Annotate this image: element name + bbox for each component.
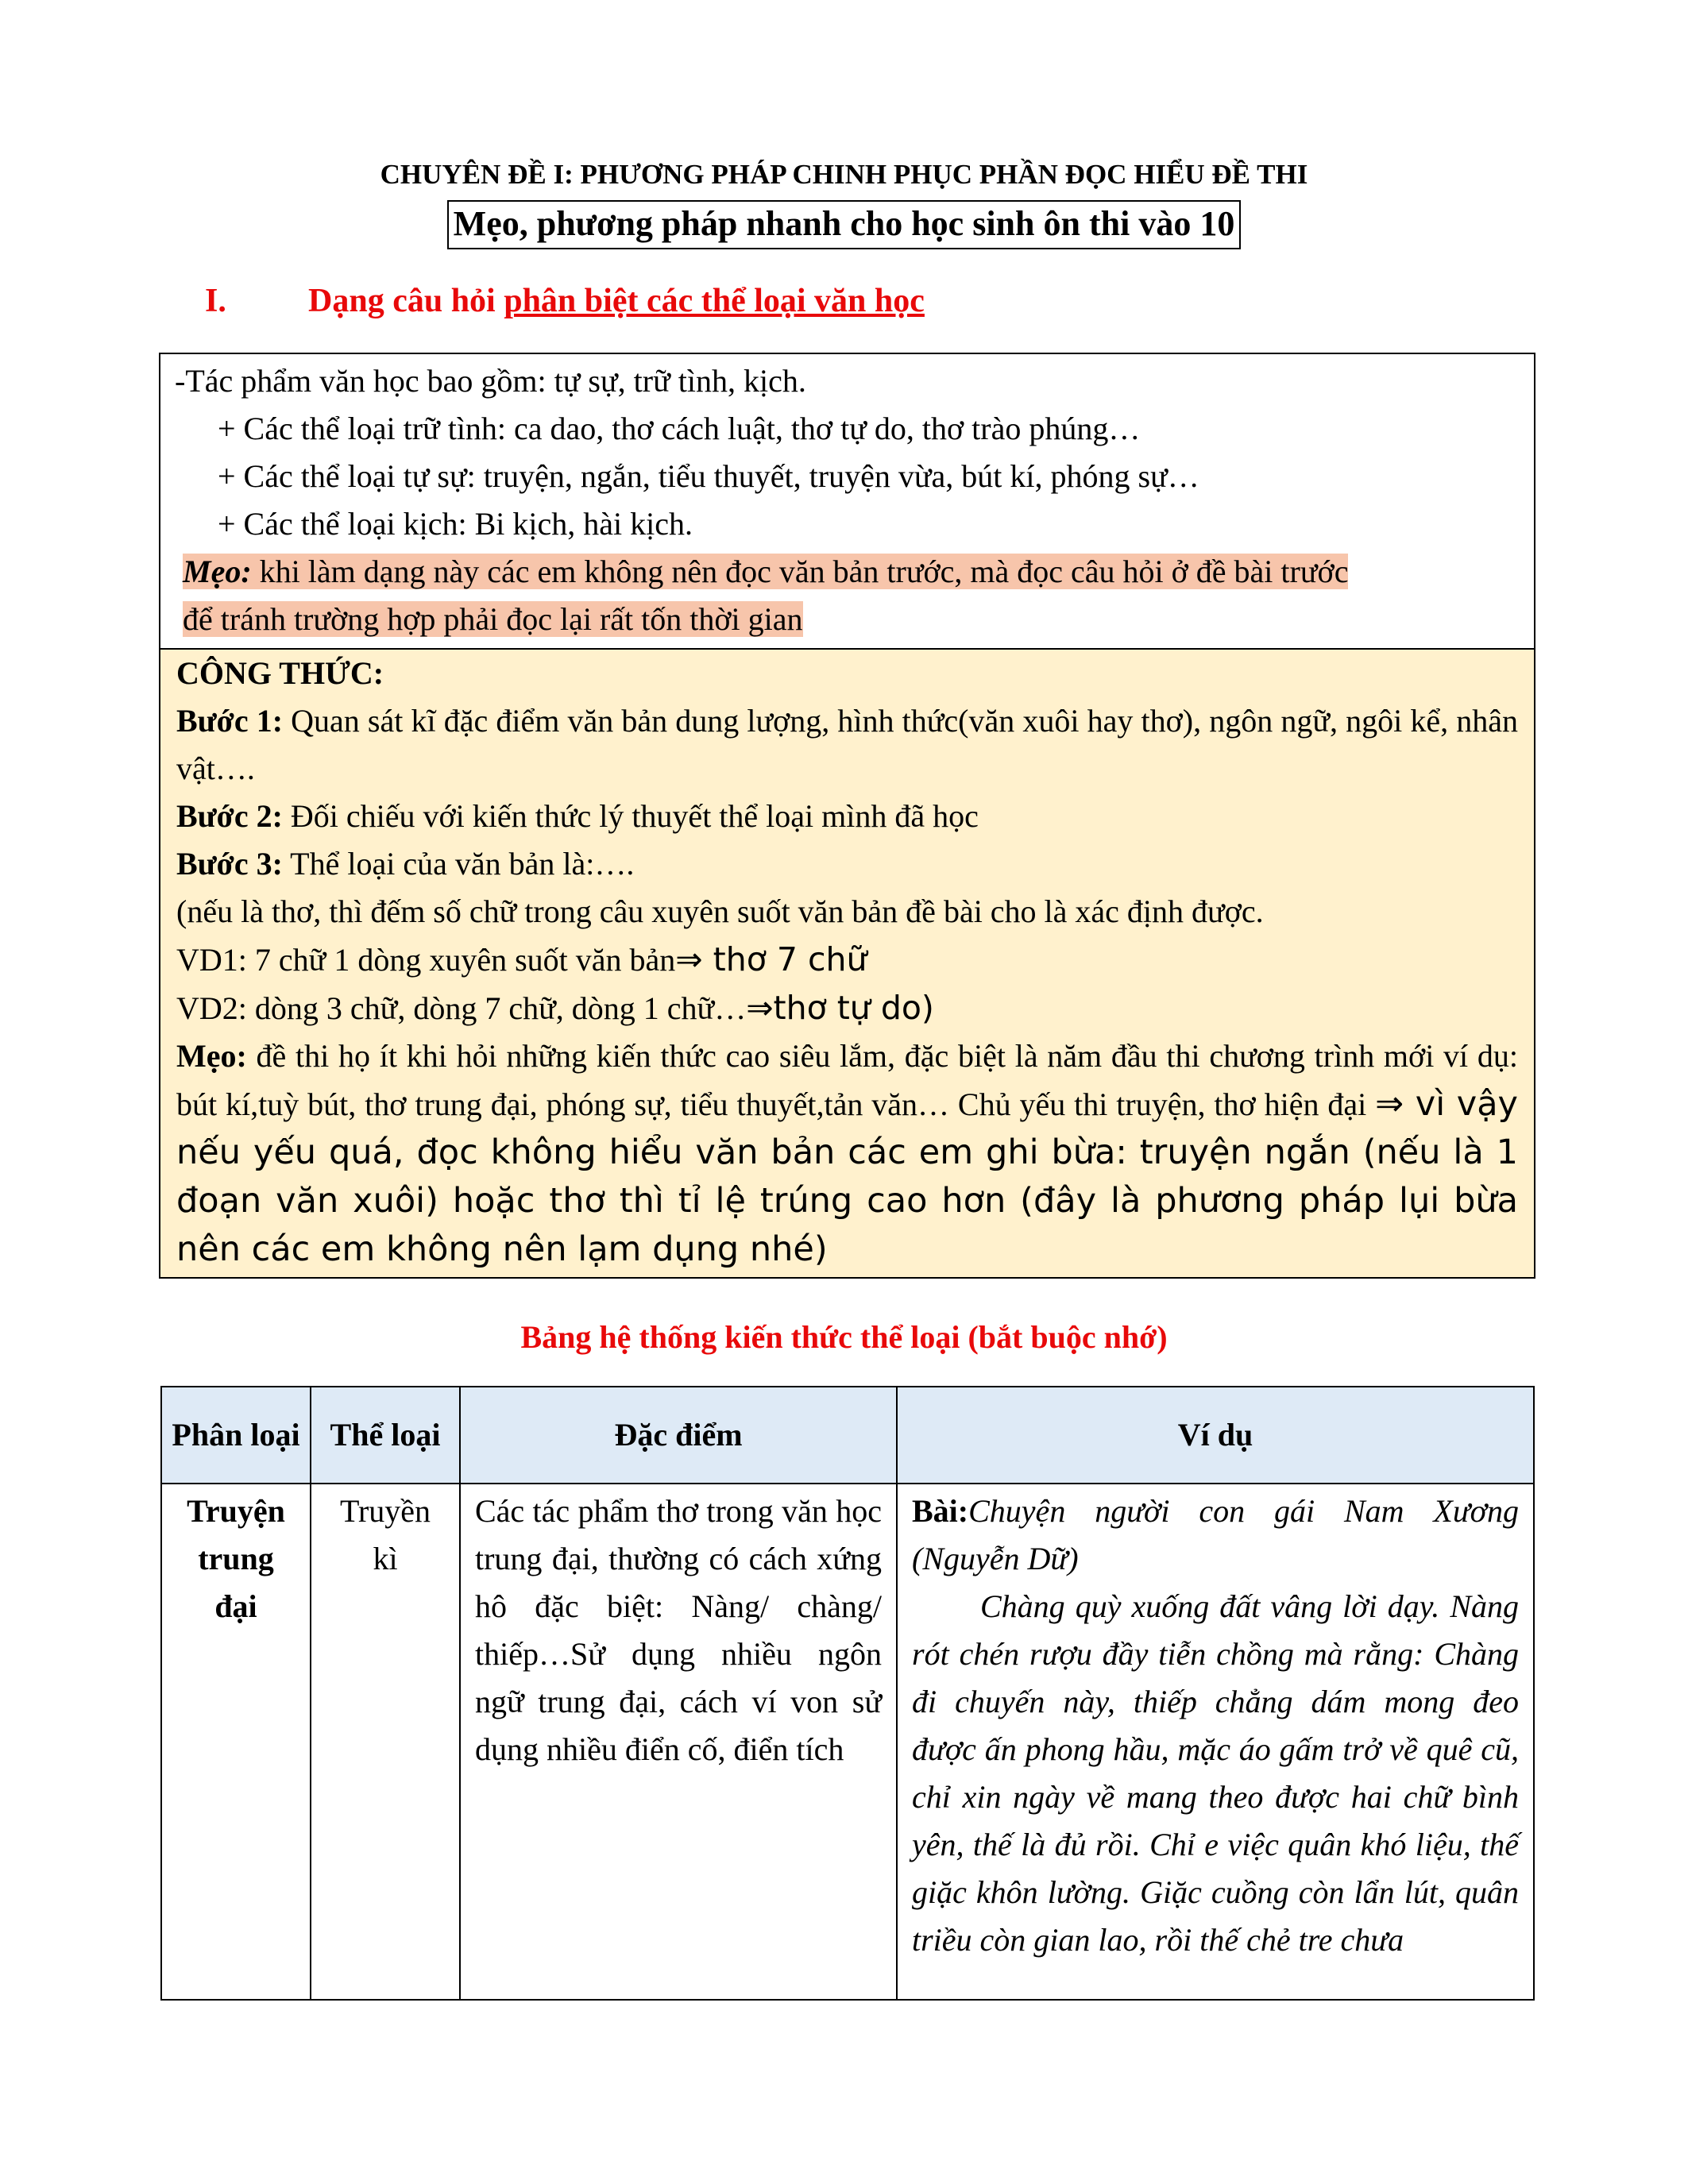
section-heading bbox=[205, 282, 925, 320]
tip-2-highlight: ⇒ vì vậy nếu yếu quá, đọc không hiểu văn bản các em ghi bừa: truyện ngắn (nếu là 1 đoạn văn xuôi) hoặc thơ thì tỉ lệ trúng cao hơn (đây là phương pháp lụi bừa nên các em không nên lạm dụng nhé) bbox=[176, 1084, 1518, 1269]
example-text: Chàng quỳ xuống đất vâng lời dạy. Nàng rót chén rượu đầy tiễn chồng mà rằng: Chàng đi chuyến này, thiếp chẳng dám mong đeo được ấn phong hầu, mặc áo gấm trở về quê cũ, chỉ xin ngày về mang theo được hai chữ bình yên, thế là đủ rồi. Chỉ e việc quân khó liệu, thế giặc khôn lường. Giặc cuồng còn lẩn lút, quân triều còn gian lao, rồi thế chẻ tre chưa bbox=[912, 1588, 1519, 1958]
step-2-label: Bước 2: bbox=[176, 798, 283, 834]
section-heading-underlined: phân biệt các thể loại văn học bbox=[504, 283, 925, 319]
step-1-text: Quan sát kĩ đặc điểm văn bản dung lượng, hình thức(văn xuôi hay thơ), ngôn ngữ, ngôi kể, nhân vật…. bbox=[176, 703, 1518, 786]
step-2 bbox=[176, 793, 1518, 840]
table-title: Bảng hệ thống kiến thức thể loại (bắt buộc nhớ) bbox=[520, 1319, 1168, 1355]
header-genre: Thể loại bbox=[311, 1387, 460, 1484]
tip-2 bbox=[176, 1032, 1518, 1274]
example-2-result: ⇒thơ tự do) bbox=[746, 989, 934, 1027]
step-3-text: Thể loại của văn bản là:…. bbox=[282, 846, 635, 882]
section-number: I. bbox=[205, 283, 226, 319]
note: (nếu là thơ, thì đếm số chữ trong câu xuyên suốt văn bản đề bài cho là xác định được. bbox=[176, 893, 1264, 929]
example-1-result: ⇒ thơ 7 chữ bbox=[675, 940, 867, 978]
step-3 bbox=[176, 840, 1518, 888]
table-header-row bbox=[161, 1387, 1534, 1484]
section-heading-prefix: Dạng câu hỏi bbox=[308, 283, 504, 319]
example-1-text: VD1: 7 chữ 1 dòng xuyên suốt văn bản bbox=[176, 942, 676, 978]
subtitle-wrapper bbox=[0, 200, 1688, 249]
tip-label: Mẹo: bbox=[183, 554, 252, 589]
tip-text-1: khi làm dạng này các em không nên đọc văn bản trước, mà đọc câu hỏi ở đề bài trước bbox=[251, 554, 1349, 589]
tip-text-2: để tránh trường hợp phải đọc lại rất tốn thời gian bbox=[183, 601, 803, 637]
tip-2-text: đề thi họ ít khi hỏi những kiến thức cao siêu lắm, đặc biệt là năm đầu thi chương trình mới ví dụ: bút kí,tuỳ bút, thơ trung đại, phóng sự, tiểu thuyết,tản văn… Chủ yếu thi truyện, thơ hiện đại bbox=[176, 1038, 1518, 1122]
genre-intro: -Tác phẩm văn học bao gồm: tự sự, trữ tình, kịch. bbox=[175, 363, 806, 399]
header-example: Ví dụ bbox=[897, 1387, 1534, 1484]
tip-line-1 bbox=[175, 548, 1520, 596]
example-2-text: VD2: dòng 3 chữ, dòng 7 chữ, dòng 1 chữ… bbox=[176, 990, 747, 1026]
formula-section bbox=[160, 648, 1534, 1277]
genre-info-box bbox=[159, 353, 1535, 1279]
step-1 bbox=[176, 697, 1518, 793]
genre-item-narrative: + Các thể loại tự sự: truyện, ngắn, tiểu thuyết, truyện vừa, bút kí, phóng sự… bbox=[218, 458, 1199, 494]
cell-features: Các tác phẩm thơ trong văn học trung đại, thường có cách xứng hô đặc biệt: Nàng/ chàng/ thiếp…Sử dụng nhiều ngôn ngữ trung đại, cách ví von sử dụng nhiều điển cố, điển tích bbox=[460, 1484, 897, 2000]
step-1-label: Bước 1: bbox=[176, 703, 284, 739]
tip-line-2 bbox=[175, 596, 1520, 643]
header-category: Phân loại bbox=[161, 1387, 311, 1484]
cell-example bbox=[897, 1484, 1534, 2000]
example-2 bbox=[176, 984, 1518, 1032]
step-2-text: Đối chiếu với kiến thức lý thuyết thể loại mình đã học bbox=[282, 798, 979, 834]
cell-genre: Truyền kì bbox=[311, 1484, 460, 2000]
genre-list-section bbox=[160, 354, 1534, 648]
formula-title: CÔNG THỨC: bbox=[176, 655, 384, 691]
document-title: CHUYÊN ĐỀ I: PHƯƠNG PHÁP CHINH PHỤC PHẦN ĐỌC HIỂU ĐỀ THI bbox=[380, 159, 1308, 190]
example-1 bbox=[176, 936, 1518, 984]
genre-item-lyric: + Các thể loại trữ tình: ca dao, thơ cách luật, thơ tự do, thơ trào phúng… bbox=[218, 411, 1141, 446]
document-subtitle: Mẹo, phương pháp nhanh cho học sinh ôn thi vào 10 bbox=[447, 200, 1242, 249]
header-features: Đặc điểm bbox=[460, 1387, 897, 1484]
genre-item-drama: + Các thể loại kịch: Bi kịch, hài kịch. bbox=[218, 506, 693, 542]
example-title: Chuyện người con gái Nam Xương (Nguyễn Dữ) bbox=[912, 1493, 1519, 1576]
tip-2-label: Mẹo: bbox=[176, 1038, 247, 1074]
cell-category: Truyện trung đại bbox=[161, 1484, 311, 2000]
table-row bbox=[161, 1484, 1534, 2000]
example-label: Bài: bbox=[912, 1493, 969, 1529]
step-3-label: Bước 3: bbox=[176, 846, 283, 882]
genre-knowledge-table bbox=[160, 1386, 1535, 2001]
